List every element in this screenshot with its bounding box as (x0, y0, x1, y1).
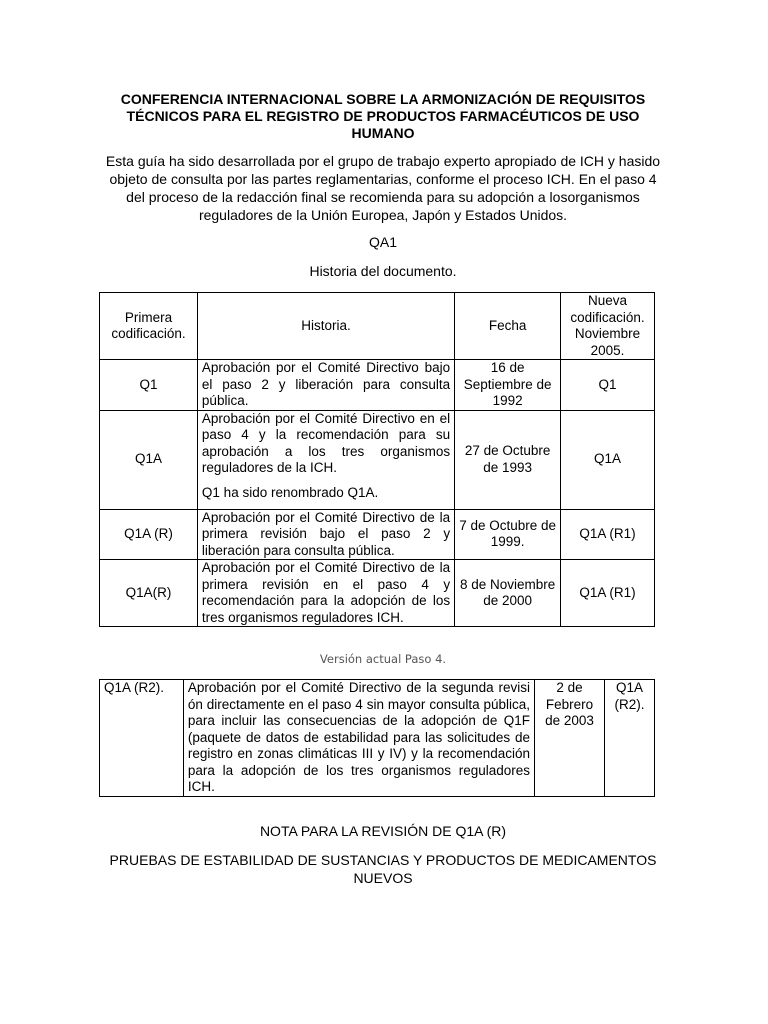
intro-paragraph: Esta guía ha sido desarrollada por el grupo de trabajo experto apropiado de ICH y hasido objeto de consulta por las partes reglamentarias, conforme el proceso ICH. En el paso 4 del proceso de la redacción final se recomienda para su adopción a losorganismos reguladores de la Unión Europea, Japón y Estados Unidos. (105, 153, 661, 223)
subject-heading: PRUEBAS DE ESTABILIDAD DE SUSTANCIAS Y PRODUCTOS DE MEDICAMENTOS NUEVOS (109, 852, 657, 886)
cell-date: 16 de Septiembre de 1992 (455, 360, 561, 411)
cell-new-code: Q1A (R1) (561, 560, 655, 627)
cell-code: Q1 (100, 360, 198, 411)
current-version-table (99, 679, 655, 797)
history-heading: Historia del documento. (309, 263, 457, 279)
cell-history: Aprobación por el Comité Directivo de la segunda revisi ón directamente en el paso 4 sin mayor consulta pública, para incluir las consecuencias de la adopción de Q1F (paquete de datos de estabilidad para las solicitudes de registro en zonas climáticas III y IV) y la recomendación para la adopción de los tres organismos reguladores ICH. (183, 680, 534, 797)
cell-new-code: Q1 (561, 360, 655, 411)
header-cell: Historia. (197, 293, 454, 360)
cell-date: 8 de Noviembre de 2000 (455, 560, 561, 627)
cell-date: 27 de Octubre de 1993 (455, 410, 561, 509)
current-version-heading: Versión actual Paso 4. (319, 652, 447, 666)
cell-new-code: Q1A (R1) (561, 509, 655, 560)
cell-history: Aprobación por el Comité Directivo bajo el paso 2 y liberación para consulta pública. (197, 360, 454, 411)
cell-history: Aprobación por el Comité Directivo de la primera revisión bajo el paso 2 y liberación para consulta pública. (197, 509, 454, 560)
table-row (100, 680, 655, 797)
cell-history: Aprobación por el Comité Directivo de la primera revisión en el paso 4 y recomendación para la adopción de los tres organismos reguladores ICH. (197, 560, 454, 627)
history-text: Aprobación por el Comité Directivo en el paso 4 y la recomendación para su aprobación a los tres organismos reguladores de la ICH. (201, 410, 451, 475)
cell-code: Q1A (100, 410, 198, 509)
cell-history (197, 410, 454, 509)
cell-new-code: Q1A (R2). (605, 680, 655, 797)
history-note: Q1 ha sido renombrado Q1A. (201, 484, 379, 500)
cell-date: 7 de Octubre de 1999. (455, 509, 561, 560)
revision-note-heading: NOTA PARA LA REVISIÓN DE Q1A (R) (259, 823, 507, 839)
table-row (100, 410, 655, 509)
header-cell: Fecha (455, 293, 561, 360)
cell-date: 2 de Febrero de 2003 (535, 680, 605, 797)
header-cell: Primera codificación. (100, 293, 198, 360)
document-title: CONFERENCIA INTERNACIONAL SOBRE LA ARMONIZACIÓN DE REQUISITOS TÉCNICOS PARA EL REGISTRO DE PRODUCTOS FARMACÉUTICOS DE USO HUMANO (120, 91, 646, 141)
cell-code: Q1A(R) (100, 560, 198, 627)
table-row (100, 560, 655, 627)
table-header-row (100, 293, 655, 360)
table-row (100, 360, 655, 411)
cell-new-code: Q1A (561, 410, 655, 509)
header-cell: Nueva codificación. Noviembre 2005. (561, 293, 655, 360)
cell-code: Q1A (R2). (100, 680, 184, 797)
cell-code: Q1A (R) (100, 509, 198, 560)
history-table (99, 292, 655, 627)
guideline-code: QA1 (368, 234, 397, 250)
table-row (100, 509, 655, 560)
